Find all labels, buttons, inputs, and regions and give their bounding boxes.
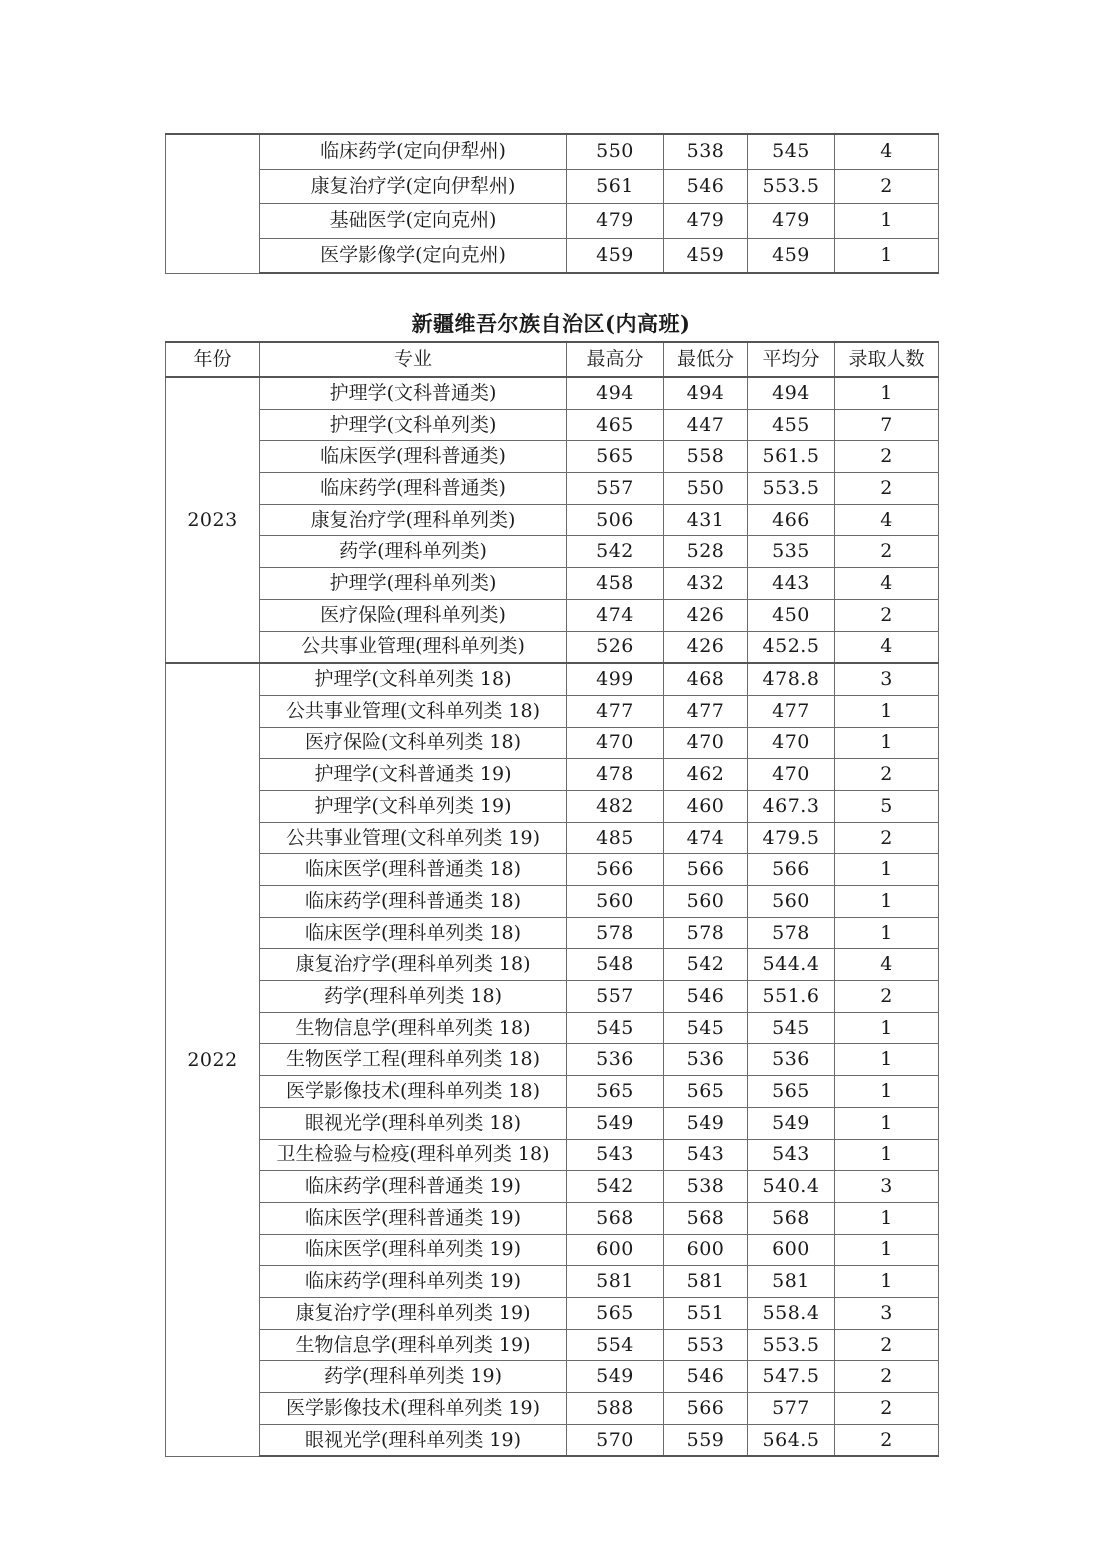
min-score-cell: 536 [664, 1044, 748, 1076]
major-cell: 公共事业管理(文科单列类 18) [260, 695, 567, 727]
major-cell: 护理学(理科单列类) [260, 568, 567, 600]
continued-score-table [165, 133, 939, 274]
avg-score-cell: 577 [748, 1393, 835, 1425]
avg-score-cell: 578 [748, 917, 835, 949]
admitted-count-cell: 4 [835, 568, 939, 600]
min-score-cell: 553 [664, 1329, 748, 1361]
major-cell: 医疗保险(理科单列类) [260, 599, 567, 631]
avg-score-cell: 477 [748, 695, 835, 727]
avg-score-cell: 540.4 [748, 1171, 835, 1203]
admitted-count-cell: 1 [835, 1266, 939, 1298]
admitted-count-cell: 3 [835, 663, 939, 695]
min-score-cell: 550 [664, 473, 748, 505]
table-row [166, 790, 939, 822]
major-cell: 护理学(文科普通类) [260, 377, 567, 409]
table-row [166, 1044, 939, 1076]
admitted-count-cell: 1 [835, 1012, 939, 1044]
admitted-count-cell: 2 [835, 1424, 939, 1456]
avg-score-cell: 553.5 [748, 473, 835, 505]
table-row [166, 1076, 939, 1108]
major-cell: 临床药学(理科单列类 19) [260, 1266, 567, 1298]
major-cell: 生物医学工程(理科单列类 18) [260, 1044, 567, 1076]
min-score-cell: 432 [664, 568, 748, 600]
min-score-cell: 600 [664, 1234, 748, 1266]
avg-score-cell: 553.5 [748, 1329, 835, 1361]
major-cell: 临床药学(理科普通类) [260, 473, 567, 505]
admitted-count-cell: 4 [835, 504, 939, 536]
max-score-cell: 561 [567, 169, 664, 204]
max-score-cell: 526 [567, 631, 664, 663]
avg-score-cell: 443 [748, 568, 835, 600]
max-score-cell: 565 [567, 1297, 664, 1329]
admitted-count-cell: 2 [835, 536, 939, 568]
avg-score-cell: 536 [748, 1044, 835, 1076]
max-score-cell: 459 [567, 238, 664, 273]
avg-score-cell: 560 [748, 886, 835, 918]
table-row [166, 473, 939, 505]
major-cell: 药学(理科单列类) [260, 536, 567, 568]
max-score-cell: 479 [567, 204, 664, 239]
avg-score-cell: 543 [748, 1139, 835, 1171]
table-body [166, 377, 939, 1456]
max-score-cell: 565 [567, 441, 664, 473]
avg-score-cell: 467.3 [748, 790, 835, 822]
table-row [166, 1107, 939, 1139]
max-score-cell: 542 [567, 536, 664, 568]
min-score-cell: 578 [664, 917, 748, 949]
table-row [166, 917, 939, 949]
major-cell: 临床医学(理科普通类 19) [260, 1202, 567, 1234]
max-score-cell: 477 [567, 695, 664, 727]
major-cell: 公共事业管理(理科单列类) [260, 631, 567, 663]
max-score-cell: 588 [567, 1393, 664, 1425]
column-header-year: 年份 [166, 342, 260, 377]
avg-score-cell: 455 [748, 409, 835, 441]
admitted-count-cell: 5 [835, 790, 939, 822]
table-row [166, 1361, 939, 1393]
table-row [166, 1202, 939, 1234]
max-score-cell: 549 [567, 1361, 664, 1393]
admitted-count-cell: 2 [835, 1393, 939, 1425]
avg-score-cell: 494 [748, 377, 835, 409]
admitted-count-cell: 1 [835, 1076, 939, 1108]
year-cell-2023: 2023 [166, 377, 260, 663]
table-row [166, 377, 939, 409]
admitted-count-cell: 1 [835, 1202, 939, 1234]
max-score-cell: 536 [567, 1044, 664, 1076]
max-score-cell: 568 [567, 1202, 664, 1234]
table-row [166, 631, 939, 663]
admitted-count-cell: 2 [835, 981, 939, 1013]
avg-score-cell: 478.8 [748, 663, 835, 695]
column-header-admitted-count: 录取人数 [835, 342, 939, 377]
min-score-cell: 560 [664, 886, 748, 918]
table-row [166, 1171, 939, 1203]
major-cell: 临床医学(理科普通类 18) [260, 854, 567, 886]
major-cell: 护理学(文科单列类 19) [260, 790, 567, 822]
admitted-count-cell: 2 [835, 759, 939, 791]
continued-table-container [165, 133, 939, 274]
max-score-cell: 485 [567, 822, 664, 854]
avg-score-cell: 470 [748, 759, 835, 791]
column-header-min-score: 最低分 [664, 342, 748, 377]
major-cell: 康复治疗学(定向伊犁州) [260, 169, 567, 204]
major-cell: 护理学(文科普通类 19) [260, 759, 567, 791]
major-cell: 临床医学(理科普通类) [260, 441, 567, 473]
major-cell: 基础医学(定向克州) [260, 204, 567, 239]
avg-score-cell: 568 [748, 1202, 835, 1234]
major-cell: 护理学(文科单列类 18) [260, 663, 567, 695]
min-score-cell: 462 [664, 759, 748, 791]
admitted-count-cell: 2 [835, 473, 939, 505]
major-cell: 临床医学(理科单列类 18) [260, 917, 567, 949]
max-score-cell: 566 [567, 854, 664, 886]
max-score-cell: 465 [567, 409, 664, 441]
table-row [166, 949, 939, 981]
admitted-count-cell: 1 [835, 727, 939, 759]
table-row [166, 504, 939, 536]
min-score-cell: 479 [664, 204, 748, 239]
major-cell: 眼视光学(理科单列类 19) [260, 1424, 567, 1456]
min-score-cell: 549 [664, 1107, 748, 1139]
max-score-cell: 543 [567, 1139, 664, 1171]
table-row [166, 1012, 939, 1044]
admitted-count-cell: 2 [835, 441, 939, 473]
max-score-cell: 470 [567, 727, 664, 759]
table-header [166, 342, 939, 377]
min-score-cell: 426 [664, 631, 748, 663]
max-score-cell: 557 [567, 473, 664, 505]
avg-score-cell: 558.4 [748, 1297, 835, 1329]
avg-score-cell: 470 [748, 727, 835, 759]
max-score-cell: 581 [567, 1266, 664, 1298]
table-row [166, 568, 939, 600]
major-cell: 康复治疗学(理科单列类 18) [260, 949, 567, 981]
year-cell-2022: 2022 [166, 663, 260, 1456]
column-header-major: 专业 [260, 342, 567, 377]
max-score-cell: 565 [567, 1076, 664, 1108]
max-score-cell: 542 [567, 1171, 664, 1203]
admission-score-table [165, 341, 939, 1457]
major-cell: 医学影像技术(理科单列类 19) [260, 1393, 567, 1425]
year-cell-continued [166, 134, 260, 273]
major-cell: 临床药学(理科普通类 19) [260, 1171, 567, 1203]
min-score-cell: 494 [664, 377, 748, 409]
admitted-count-cell: 2 [835, 169, 939, 204]
major-cell: 临床药学(理科普通类 18) [260, 886, 567, 918]
admitted-count-cell: 7 [835, 409, 939, 441]
admitted-count-cell: 1 [835, 886, 939, 918]
major-cell: 医疗保险(文科单列类 18) [260, 727, 567, 759]
table-row [166, 822, 939, 854]
table-row [166, 854, 939, 886]
min-score-cell: 566 [664, 1393, 748, 1425]
major-cell: 卫生检验与检疫(理科单列类 18) [260, 1139, 567, 1171]
table-row [166, 1297, 939, 1329]
max-score-cell: 499 [567, 663, 664, 695]
min-score-cell: 538 [664, 1171, 748, 1203]
max-score-cell: 578 [567, 917, 664, 949]
max-score-cell: 560 [567, 886, 664, 918]
admitted-count-cell: 1 [835, 695, 939, 727]
min-score-cell: 581 [664, 1266, 748, 1298]
min-score-cell: 474 [664, 822, 748, 854]
avg-score-cell: 452.5 [748, 631, 835, 663]
table-row [166, 238, 939, 273]
admitted-count-cell: 2 [835, 1361, 939, 1393]
avg-score-cell: 547.5 [748, 1361, 835, 1393]
min-score-cell: 565 [664, 1076, 748, 1108]
avg-score-cell: 551.6 [748, 981, 835, 1013]
max-score-cell: 478 [567, 759, 664, 791]
min-score-cell: 460 [664, 790, 748, 822]
major-cell: 公共事业管理(文科单列类 19) [260, 822, 567, 854]
max-score-cell: 549 [567, 1107, 664, 1139]
min-score-cell: 470 [664, 727, 748, 759]
admitted-count-cell: 2 [835, 822, 939, 854]
major-cell: 眼视光学(理科单列类 18) [260, 1107, 567, 1139]
table-row [166, 536, 939, 568]
avg-score-cell: 466 [748, 504, 835, 536]
avg-score-cell: 479.5 [748, 822, 835, 854]
avg-score-cell: 566 [748, 854, 835, 886]
table-row [166, 599, 939, 631]
table-row [166, 169, 939, 204]
avg-score-cell: 459 [748, 238, 835, 273]
table-row [166, 1424, 939, 1456]
max-score-cell: 600 [567, 1234, 664, 1266]
admitted-count-cell: 3 [835, 1171, 939, 1203]
avg-score-cell: 479 [748, 204, 835, 239]
table-row [166, 727, 939, 759]
max-score-cell: 554 [567, 1329, 664, 1361]
column-header-max-score: 最高分 [567, 342, 664, 377]
min-score-cell: 546 [664, 169, 748, 204]
max-score-cell: 557 [567, 981, 664, 1013]
max-score-cell: 474 [567, 599, 664, 631]
min-score-cell: 426 [664, 599, 748, 631]
avg-score-cell: 553.5 [748, 169, 835, 204]
admitted-count-cell: 1 [835, 238, 939, 273]
avg-score-cell: 564.5 [748, 1424, 835, 1456]
min-score-cell: 542 [664, 949, 748, 981]
major-cell: 药学(理科单列类 19) [260, 1361, 567, 1393]
continued-table-body [166, 134, 939, 273]
min-score-cell: 545 [664, 1012, 748, 1044]
major-cell: 生物信息学(理科单列类 19) [260, 1329, 567, 1361]
page-title: 新疆维吾尔族自治区(内高班) [411, 311, 691, 336]
table-row [166, 1393, 939, 1425]
avg-score-cell: 565 [748, 1076, 835, 1108]
max-score-cell: 458 [567, 568, 664, 600]
table-row [166, 663, 939, 695]
max-score-cell: 482 [567, 790, 664, 822]
admitted-count-cell: 1 [835, 854, 939, 886]
admitted-count-cell: 1 [835, 917, 939, 949]
table-row [166, 409, 939, 441]
admitted-count-cell: 1 [835, 1044, 939, 1076]
min-score-cell: 459 [664, 238, 748, 273]
max-score-cell: 550 [567, 134, 664, 169]
min-score-cell: 538 [664, 134, 748, 169]
admitted-count-cell: 4 [835, 134, 939, 169]
admitted-count-cell: 1 [835, 1234, 939, 1266]
admitted-count-cell: 1 [835, 1107, 939, 1139]
min-score-cell: 546 [664, 981, 748, 1013]
table-row [166, 441, 939, 473]
max-score-cell: 545 [567, 1012, 664, 1044]
table-row [166, 1329, 939, 1361]
major-cell: 临床医学(理科单列类 19) [260, 1234, 567, 1266]
avg-score-cell: 450 [748, 599, 835, 631]
major-cell: 护理学(文科单列类) [260, 409, 567, 441]
major-cell: 药学(理科单列类 18) [260, 981, 567, 1013]
major-cell: 临床药学(定向伊犁州) [260, 134, 567, 169]
table-row [166, 695, 939, 727]
avg-score-cell: 535 [748, 536, 835, 568]
table-header-row [166, 342, 939, 377]
min-score-cell: 551 [664, 1297, 748, 1329]
major-cell: 医学影像技术(理科单列类 18) [260, 1076, 567, 1108]
min-score-cell: 447 [664, 409, 748, 441]
main-table-container [165, 341, 939, 1457]
min-score-cell: 568 [664, 1202, 748, 1234]
min-score-cell: 528 [664, 536, 748, 568]
min-score-cell: 546 [664, 1361, 748, 1393]
admitted-count-cell: 1 [835, 377, 939, 409]
table-row [166, 981, 939, 1013]
table-row [166, 886, 939, 918]
avg-score-cell: 545 [748, 134, 835, 169]
admitted-count-cell: 3 [835, 1297, 939, 1329]
table-row [166, 1139, 939, 1171]
admitted-count-cell: 2 [835, 599, 939, 631]
min-score-cell: 558 [664, 441, 748, 473]
max-score-cell: 570 [567, 1424, 664, 1456]
major-cell: 生物信息学(理科单列类 18) [260, 1012, 567, 1044]
max-score-cell: 506 [567, 504, 664, 536]
avg-score-cell: 549 [748, 1107, 835, 1139]
major-cell: 康复治疗学(理科单列类) [260, 504, 567, 536]
admitted-count-cell: 4 [835, 949, 939, 981]
avg-score-cell: 561.5 [748, 441, 835, 473]
admitted-count-cell: 1 [835, 204, 939, 239]
major-cell: 康复治疗学(理科单列类 19) [260, 1297, 567, 1329]
min-score-cell: 566 [664, 854, 748, 886]
admitted-count-cell: 4 [835, 631, 939, 663]
min-score-cell: 431 [664, 504, 748, 536]
max-score-cell: 494 [567, 377, 664, 409]
min-score-cell: 543 [664, 1139, 748, 1171]
avg-score-cell: 545 [748, 1012, 835, 1044]
min-score-cell: 559 [664, 1424, 748, 1456]
table-row [166, 759, 939, 791]
table-row [166, 134, 939, 169]
avg-score-cell: 544.4 [748, 949, 835, 981]
avg-score-cell: 600 [748, 1234, 835, 1266]
admitted-count-cell: 1 [835, 1139, 939, 1171]
table-row [166, 1266, 939, 1298]
column-header-avg-score: 平均分 [748, 342, 835, 377]
table-row [166, 204, 939, 239]
min-score-cell: 468 [664, 663, 748, 695]
max-score-cell: 548 [567, 949, 664, 981]
admitted-count-cell: 2 [835, 1329, 939, 1361]
table-row [166, 1234, 939, 1266]
major-cell: 医学影像学(定向克州) [260, 238, 567, 273]
avg-score-cell: 581 [748, 1266, 835, 1298]
min-score-cell: 477 [664, 695, 748, 727]
